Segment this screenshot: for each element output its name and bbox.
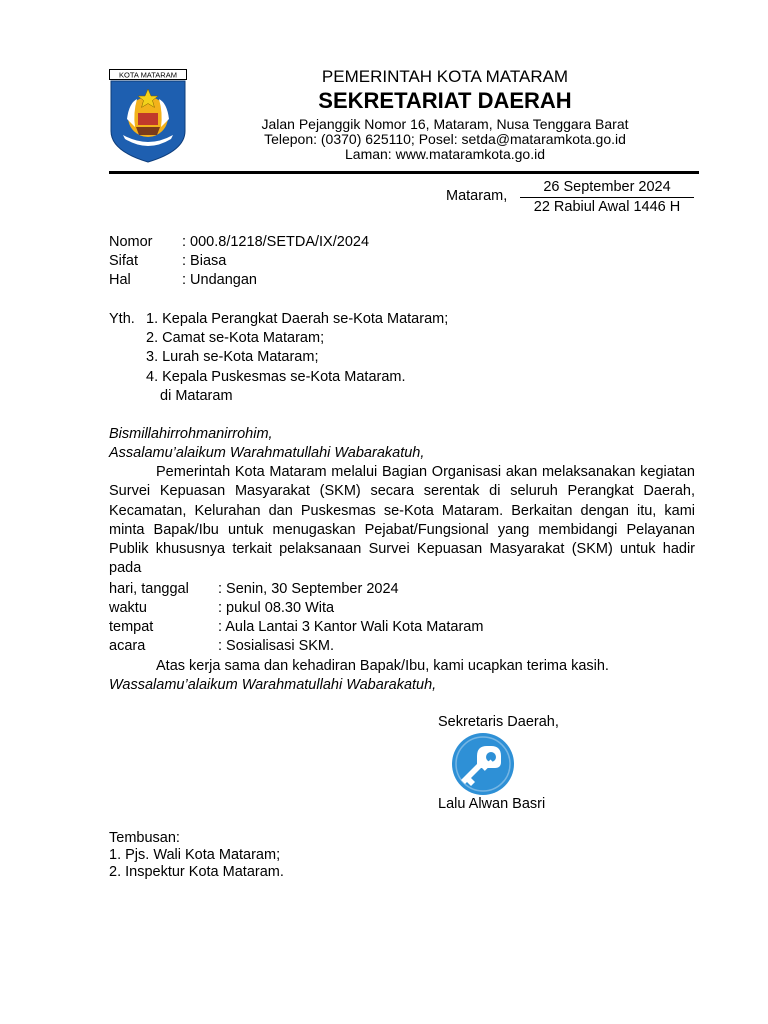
electronic-signature-icon <box>451 732 515 796</box>
closing-thanks: Atas kerja sama dan kehadiran Bapak/Ibu, kami ucapkan terima kasih. <box>156 658 609 674</box>
date-gregorian: 26 September 2024 <box>543 179 671 195</box>
detail-value-date: : Senin, 30 September 2024 <box>218 581 399 597</box>
detail-label-date: hari, tanggal <box>109 581 189 597</box>
recipient-item: 3. Lurah se-Kota Mataram; <box>146 349 319 365</box>
detail-label-time: waktu <box>109 600 147 616</box>
cc-item: 2. Inspektur Kota Mataram. <box>109 864 284 880</box>
recipient-item: 1. Kepala Perangkat Daerah se-Kota Mataram; <box>146 311 449 327</box>
meta-value-sifat: : Biasa <box>182 253 227 269</box>
detail-value-place: : Aula Lantai 3 Kantor Wali Kota Mataram <box>218 619 484 635</box>
cc-item: 1. Pjs. Wali Kota Mataram; <box>109 847 281 863</box>
letterhead-divider <box>109 171 699 174</box>
meta-value-hal: : Undangan <box>182 272 257 288</box>
website-line: Laman: www.mataramkota.go.id <box>345 146 545 162</box>
basmalah: Bismillahirrohmanirrohim, <box>109 426 273 442</box>
closing-salam: Wassalamu’alaikum Warahmatullahi Wabarakatuh, <box>109 677 437 693</box>
recipient-item: 4. Kepala Puskesmas se-Kota Mataram. <box>146 369 406 385</box>
org-line-1: PEMERINTAH KOTA MATARAM <box>321 67 569 86</box>
signature-title: Sekretaris Daerah, <box>438 714 559 730</box>
address-line: Jalan Pejanggik Nomor 16, Mataram, Nusa Tenggara Barat <box>261 116 629 132</box>
date-city: Mataram, <box>446 188 508 204</box>
kota-mataram-logo <box>109 69 187 163</box>
recipient-location: di Mataram <box>160 388 233 404</box>
cc-title: Tembusan: <box>109 830 180 846</box>
recipient-prefix: Yth. <box>109 311 135 327</box>
opening-salam: Assalamu’alaikum Warahmatullahi Wabarakatuh, <box>109 445 425 461</box>
logo-caption: KOTA MATARAM <box>119 70 177 80</box>
org-line-2: SEKRETARIAT DAERAH <box>318 88 572 113</box>
body-paragraph-text: Pemerintah Kota Mataram melalui Bagian Organisasi akan melaksanakan kegiatan Survei Kepuasan Masyarakat (SKM) secara serentak di seluruh Perangkat Daerah, Kecamatan, Kelurahan dan Puskesmas se-Kota Mataram. Berkaitan dengan itu, kami minta Bapak/Ibu untuk menugaskan Pejabat/Fungsional yang membidangi Pelayanan Publik khususnya terkait pelaksanaan Survei Kepuasan Masyarakat (SKM) untuk hadir pada <box>109 464 695 577</box>
meta-label-nomor: Nomor <box>109 234 153 250</box>
signatory-name: Lalu Alwan Basri <box>438 796 546 812</box>
date-hijri: 22 Rabiul Awal 1446 H <box>533 199 681 215</box>
detail-value-time: : pukul 08.30 Wita <box>218 600 335 616</box>
detail-label-place: tempat <box>109 619 154 635</box>
meta-label-hal: Hal <box>109 272 131 288</box>
recipient-item: 2. Camat se-Kota Mataram; <box>146 330 325 346</box>
detail-label-event: acara <box>109 638 146 654</box>
meta-value-nomor: : 000.8/1218/SETDA/IX/2024 <box>182 234 370 250</box>
body-paragraph <box>109 463 695 579</box>
contact-line: Telepon: (0370) 625110; Posel: setda@mataramkota.go.id <box>264 131 626 147</box>
meta-label-sifat: Sifat <box>109 253 139 269</box>
detail-value-event: : Sosialisasi SKM. <box>218 638 335 654</box>
